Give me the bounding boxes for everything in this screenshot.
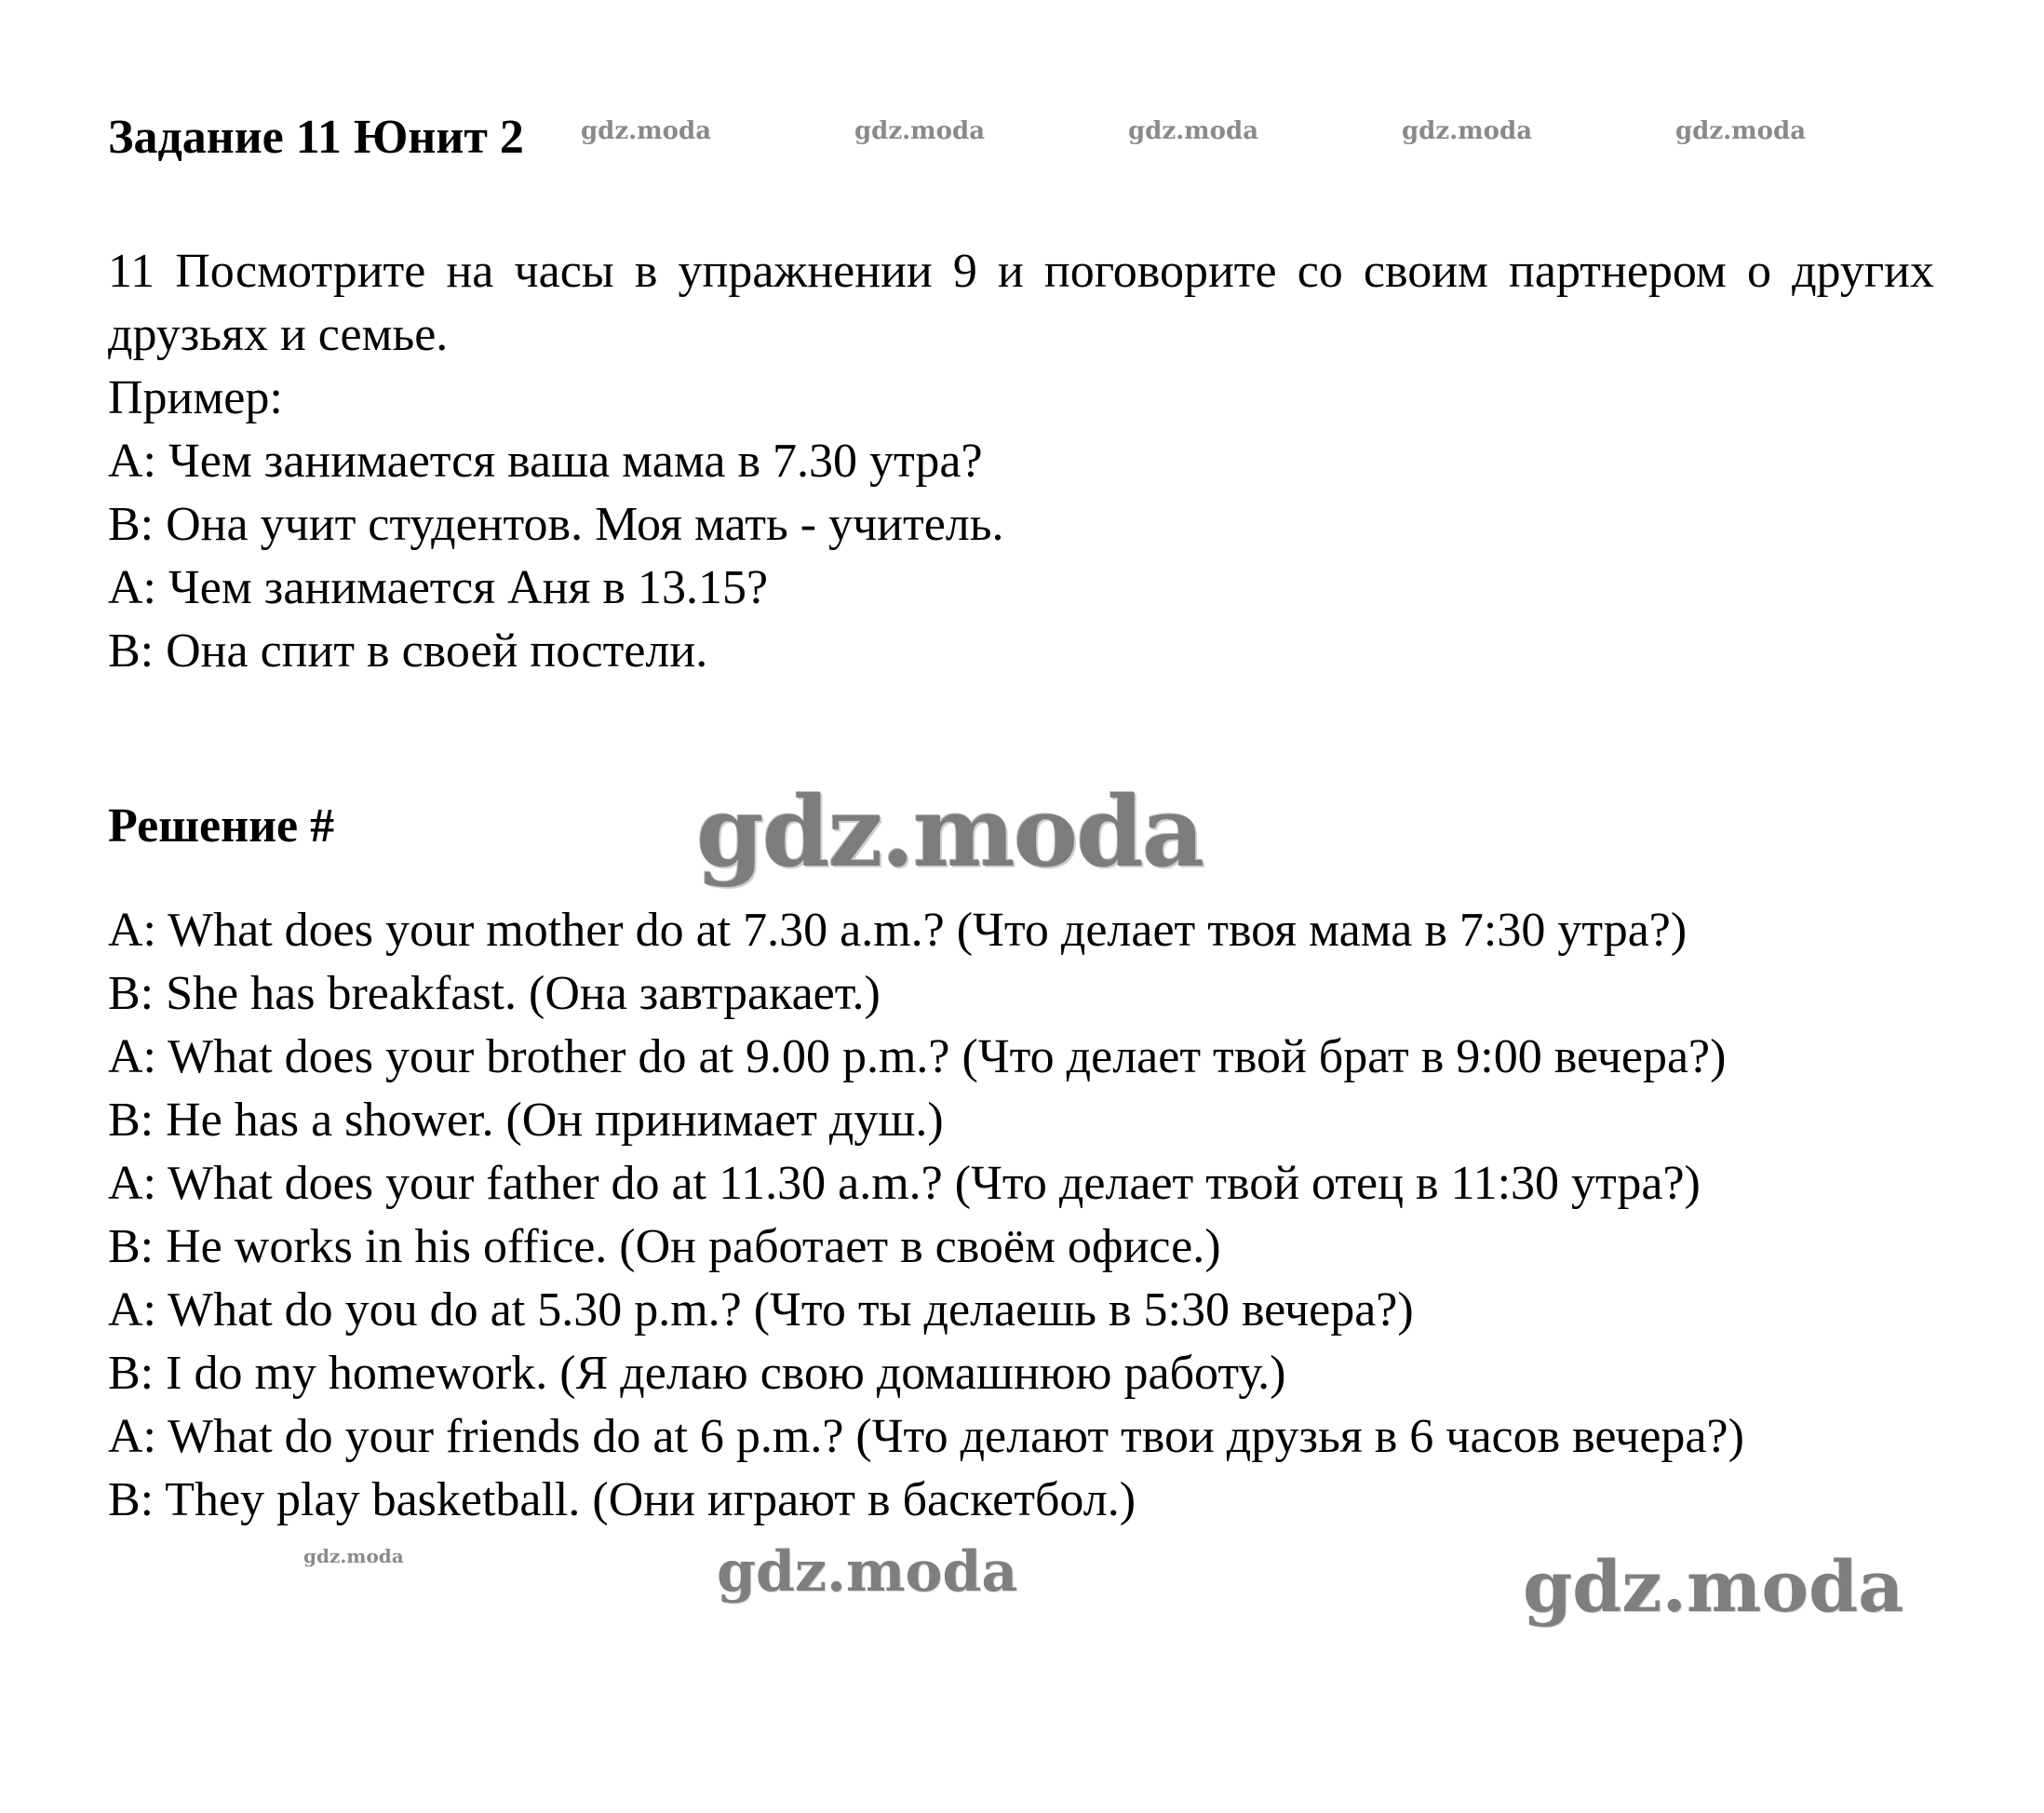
watermark: gdz.moda: [1675, 117, 1807, 145]
solution-line: A: What does your mother do at 7.30 a.m.? (Что делает твоя мама в 7:30 утра?): [108, 904, 1688, 957]
solution-line: A: What does your brother do at 9.00 p.m.? (Что делает твой брат в 9:00 вечера?): [108, 1030, 1727, 1083]
watermark: gdz.moda: [717, 1539, 1018, 1605]
solution-line: B: He works in his office. (Он работает в своём офисе.): [108, 1220, 1221, 1273]
watermark: gdz.moda: [696, 774, 1204, 889]
solution-line: B: They play basketball. (Они играют в баскетбол.): [108, 1473, 1136, 1526]
solution-line: A: What do your friends do at 6 p.m.? (Что делают твои друзья в 6 часов вечера?): [108, 1410, 1744, 1463]
task-line: B: Она учит студентов. Моя мать - учитель.: [108, 498, 1004, 551]
task-line: Пример:: [108, 371, 283, 424]
page-title: Задание 11 Юнит 2: [108, 111, 524, 164]
solution-text: [108, 899, 1934, 1532]
solution-heading: Решение #: [108, 799, 335, 853]
task-text: [108, 240, 1934, 683]
solution-line: A: What does your father do at 11.30 a.m.? (Что делает твой отец в 11:30 утра?): [108, 1157, 1701, 1210]
watermark: gdz.moda: [1128, 117, 1259, 145]
watermark: gdz.moda: [854, 117, 986, 145]
task-line: A: Чем занимается Аня в 13.15?: [108, 561, 769, 614]
watermark: gdz.moda: [303, 1545, 404, 1567]
solution-line: A: What do you do at 5.30 p.m.? (Что ты делаешь в 5:30 вечера?): [108, 1283, 1414, 1336]
watermark: gdz.moda: [581, 117, 712, 145]
watermark: gdz.moda: [1523, 1545, 1904, 1628]
solution-line: B: He has a shower. (Он принимает душ.): [108, 1094, 944, 1147]
solution-line: B: I do my homework. (Я делаю свою домашнюю работу.): [108, 1347, 1286, 1400]
task-line: B: Она спит в своей постели.: [108, 624, 708, 678]
solution-line: B: She has breakfast. (Она завтракает.): [108, 967, 881, 1020]
task-instruction: 11 Посмотрите на часы в упражнении 9 и поговорите со своим партнером о других друзьях и семье.: [108, 245, 1934, 361]
task-line: A: Чем занимается ваша мама в 7.30 утра?: [108, 435, 983, 488]
watermark: gdz.moda: [1402, 117, 1533, 145]
